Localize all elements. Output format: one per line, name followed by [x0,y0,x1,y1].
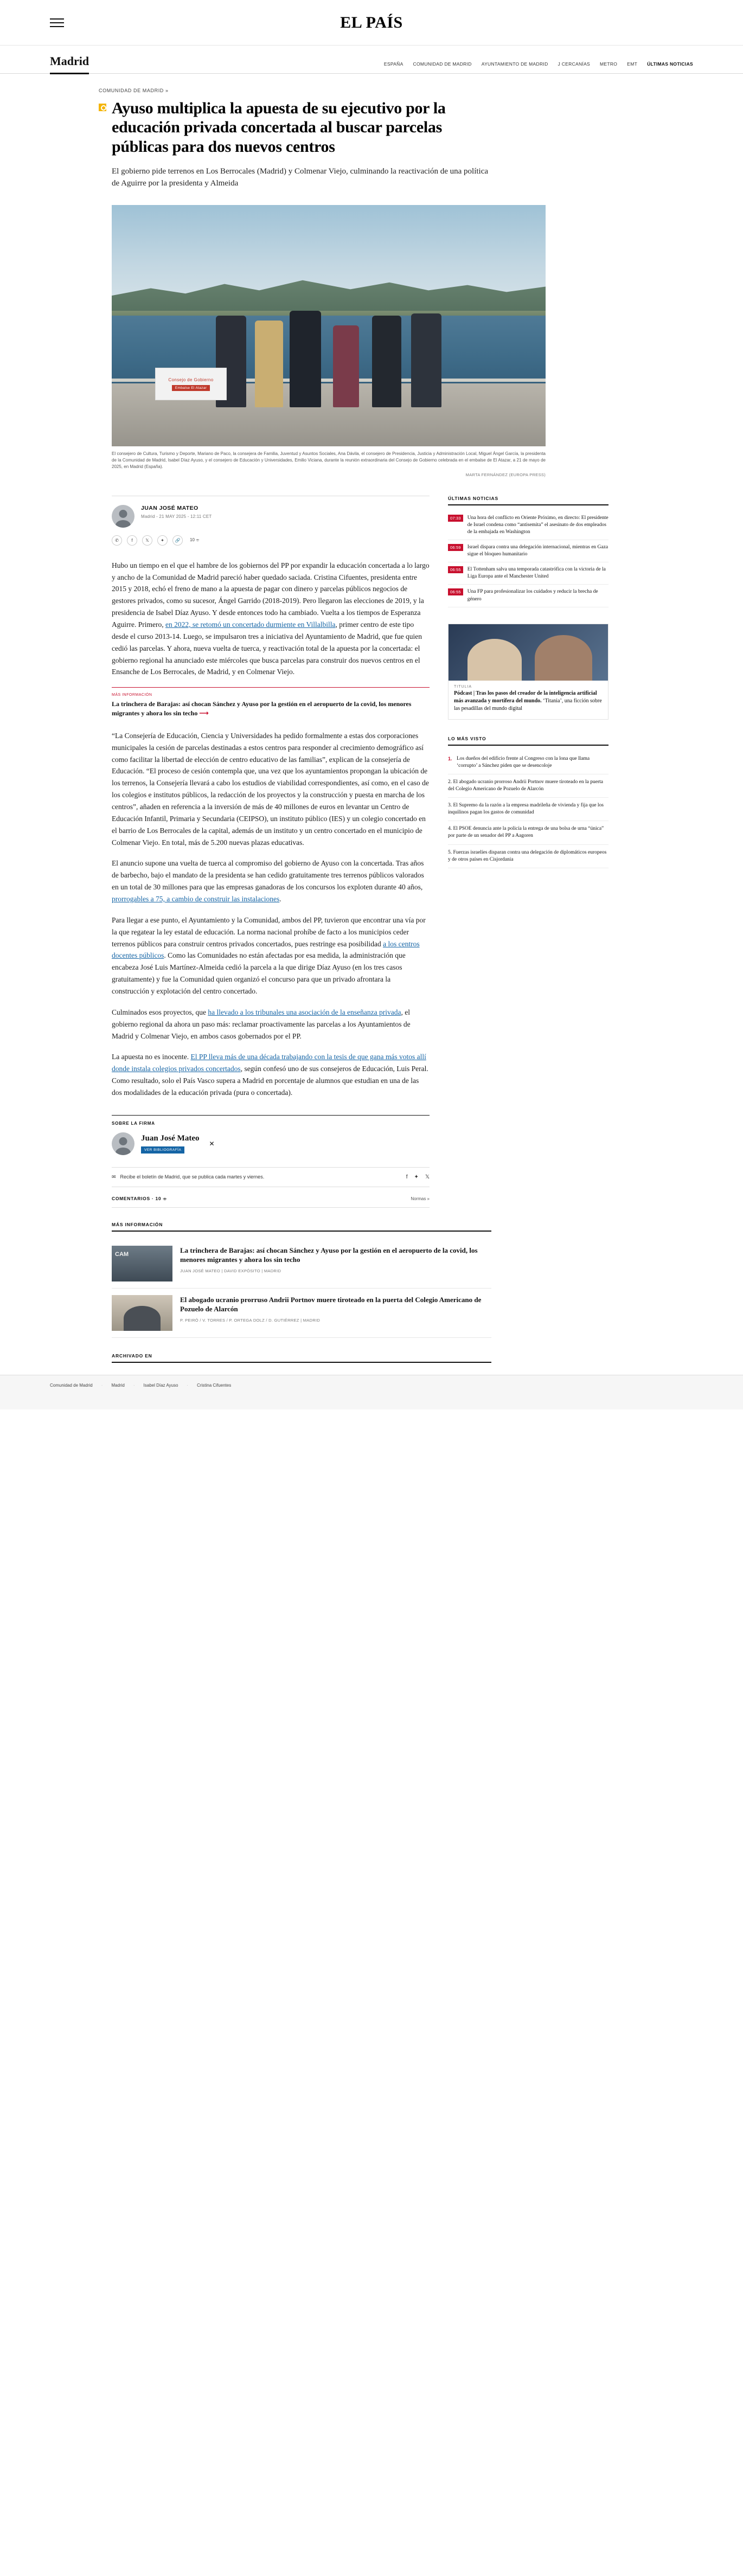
separator: · [187,1382,189,1388]
footer-tags [50,1383,693,1388]
avatar [112,505,134,528]
person-figure [255,321,283,407]
section-nav [0,46,743,74]
most-viewed-text[interactable]: 5. Fuerzas israelíes disparan contra una delegación de diplomáticos europeos y de otros países en Cisjordania [448,849,607,862]
pin-icon [99,104,106,111]
separator: · [101,1382,103,1388]
nav-link-espana[interactable]: ESPAÑA [383,61,403,67]
article-kicker[interactable]: COMUNIDAD DE MADRID » [99,88,169,93]
article-header [0,88,743,477]
signature-name[interactable]: Juan José Mateo [141,1133,200,1143]
nav-link-comunidad-madrid[interactable]: COMUNIDAD DE MADRID [413,61,472,67]
promo-figure [535,635,592,680]
newsletter-text[interactable]: Recibe el boletín de Madrid, que se publica cada martes y viernes. [120,1174,265,1180]
paragraph-4-tail: , según confesó uno de sus consejeros de Educación, Luis Peral. Como resultado, solo el País Vasco supera a Madrid en porcentaje de alumnos que estudian en una de las dos modalidades de la educación privada (pura o concertada). [112,1065,428,1097]
latest-news-text[interactable]: Una FP para profesionalizar los cuidados y reducir la brecha de género [467,589,598,602]
timestamp-badge: 06:55 [448,588,463,595]
paragraph-1-tail: , primer centro de este tipo desde el curso 2013-14. Luego, se impulsaron tres a iniciativa del Ayuntamiento de Madrid, que fue quien cedió las parcelas. Y ahora, nueva vuelta de tuerca, y reactivación total de la apuesta por la concertada: el gobierno regional ha anunciado este miércoles que busca parcelas para construir dos nuevos centros en el Ensanche de Los Berrocales, de Madrid, y en Colmenar Viejo. [112,620,422,676]
promo-title[interactable] [449,690,608,719]
nav-link-ultimas-noticias[interactable]: ÚLTIMAS NOTICIAS [647,61,693,67]
person-figure [372,316,401,407]
inline-promo-text: La trinchera de Barajas: así chocan Sánchez y Ayuso por la gestión en el aeropuerto de la covid, los menores migrantes y ahora los sin techo [112,700,412,717]
image-caption: El consejero de Cultura, Turismo y Deporte, Mariano de Paco, la consejera de Familia, Juventud y Asuntos Sociales, Ana Dávila, el consejero de Presidencia, Justicia y Administración Local, Miguel Ángel García, la presidenta de la Comunidad de Madrid, Isabel Díaz Ayuso, y el consejero de Educación y Universidades, Emilio Viciana, durante la reunión extraordinaria del Consejo de Gobierno celebrada en el embalse de El Atazar, a 21 de mayo de 2025, en Madrid (España). [112,451,546,469]
more-item-meta: JUAN JOSÉ MATEO | DAVID EXPÓSITO | MADRID [180,1268,281,1274]
list-item[interactable] [448,821,609,844]
article-thumbnail [112,1295,172,1331]
footer [0,1375,743,1409]
person-figure [333,325,359,407]
separator: · [133,1382,135,1388]
twitter-icon[interactable]: 𝕏 [425,1174,430,1180]
arrow-right-icon: ⟶ [199,709,209,717]
paragraph-3-tail: , el gobierno regional da ahora un paso más: reclamar proactivamente las parcelas a los Ayuntamientos de Madrid y Colmenar Viejo, en ambos casos gobernados por el PP. [112,1008,411,1040]
comment-count[interactable]: 10 ⌯ [190,537,200,543]
signature-box [112,1115,430,1155]
facebook-icon[interactable]: f [127,535,137,546]
list-item[interactable] [448,774,609,798]
nav-link-metro[interactable]: METRO [600,61,618,67]
podium-line-2: Embalse El Atazar [172,385,210,391]
promo-card[interactable] [448,624,609,720]
most-viewed-text[interactable]: 4. El PSOE denuncia ante la policía la entrega de una bolsa de urna “única” por parte de un senador del PP a Aagoren [448,826,604,839]
paragraph-1 [112,560,430,678]
latest-news-title: ÚLTIMAS NOTICIAS [448,496,609,505]
list-item[interactable] [448,798,609,821]
link-decada-tesis[interactable]: El PP lleva más de una década trabajando con la tesis de que gana más votos allí donde instala colegios privados concertados [112,1053,426,1073]
top-bar [0,0,743,46]
footer-tag-madrid[interactable]: Madrid [111,1382,125,1388]
promo-title-rest: ‘Titania’, una ficción sobre las pesadillas del mundo digital [454,697,602,712]
most-viewed-text[interactable]: 2. El abogado ucranio prorroso Andrii Portnov muere tiroteado en la puerta del Colegio Americano de Pozuelo de Alarcón [448,779,603,792]
article-subhead: El gobierno pide terrenos en Los Berrocales (Madrid) y Colmenar Viejo, culminando la reactivación de una política de Aguirre por la presidenta y Almeida [112,167,489,188]
menu-icon[interactable] [50,18,64,27]
whatsapp-icon[interactable]: ✆ [112,535,122,546]
promo-figure [467,639,522,681]
paragraph-4-text: La apuesta no es inocente. [112,1053,189,1061]
promo-image [449,624,608,681]
comments-rules-link[interactable]: Normas » [411,1196,430,1201]
most-viewed-text[interactable]: Los dueños del edificio frente al Congreso con la lona que llama ‘corrupto’ a Sánchez piden que se desencoloje [457,755,590,768]
list-item[interactable] [112,1289,491,1338]
bluesky-icon[interactable]: ✦ [414,1174,419,1180]
list-item[interactable] [448,540,609,562]
paragraph-3-text: Culminados esos proyectos, que [112,1008,206,1016]
inline-promo[interactable] [112,687,430,718]
mail-icon: ✉ [112,1174,116,1180]
section-links [384,61,693,73]
twitter-icon[interactable]: 𝕏 [142,535,152,546]
archived-section [112,1353,491,1363]
inline-promo-label: MÁS INFORMACIÓN [112,693,152,697]
avatar [112,1132,134,1155]
paragraph-2-tail: . Como las Comunidades no están afectadas por esa medida, la administración que encabeza José Luis Martínez-Almeida cedió la parcela a la que dirige Díaz Ayuso (en los tres casos gratuitamente) y fue la Comunidad quien organizó el concurso para que un privado afrontara la construcción y explotación del centro concertado. [112,951,406,996]
close-icon[interactable]: ✕ [209,1139,215,1148]
newsletter-share-icons [406,1174,430,1180]
link-icon[interactable]: 🔗 [172,535,183,546]
list-item[interactable] [448,845,609,868]
byline-meta: Madrid - 21 MAY 2025 - 12:11 CET [141,514,212,519]
headline-row [99,99,693,156]
government-podium [155,368,227,400]
promo-title-lead: Pódcast | Tras los pasos del creador de la inteligencia artificial más avanzada y mortífera del mundo. [454,690,597,704]
body-grid [0,496,743,1363]
inline-promo-title[interactable] [112,700,430,718]
latest-news-text[interactable]: Israel dispara contra una delegación internacional, mientras en Gaza sigue el bloqueo humanitario [467,544,609,558]
most-viewed-module [448,736,609,868]
share-row [112,535,430,546]
comments-bar [112,1196,430,1208]
timestamp-badge: 06:55 [448,566,463,573]
hero-image [112,205,546,446]
rank-number: 1. [448,755,452,761]
page-title: Ayuso multiplica la apuesta de su ejecutivo por la educación privada concertada al buscar parcelas públicas para dos nuevos centros [112,99,446,156]
newsletter-bar [112,1167,430,1187]
footer-tag-comunidad-madrid[interactable]: Comunidad de Madrid [50,1382,93,1388]
list-item[interactable] [448,562,609,585]
latest-news-module [448,496,609,607]
latest-news-text[interactable]: El Tottenham salva una temporada catastrófica con la victoria de la Liga Europa ante el Manchester United [467,567,606,580]
section-title[interactable]: Madrid [50,54,89,74]
newsletter-text-wrap [112,1174,264,1180]
timestamp-badge: 06:59 [448,544,463,551]
more-item-title[interactable]: La trinchera de Barajas: así chocan Sánchez y Ayuso por la gestión en el aeropuerto de la covid, los menores migrantes y ahora los sin techo [180,1246,478,1264]
list-item[interactable] [448,751,609,774]
nav-link-emt[interactable]: EMT [627,61,638,67]
article-body [112,546,430,1099]
sidebar [448,496,609,885]
paragraph-quote-2-text: El anuncio supone una vuelta de tuerca al compromiso del gobierno de Ayuso con la concertada. Tras años de barbecho, bajo el mandato de la presidenta se han cedido gratuitamente tres terrenos públicos valorados en un total de 30 millones para que las empresas ganadoras de los concursos los exploten durante 40 años, [112,859,424,892]
link-concertado-villalbilla[interactable]: en 2022, se retomó un concertado durmiente en Villalbilla [165,620,336,629]
signature-badge[interactable]: VER BIBLIOGRAFÍA [141,1146,184,1154]
more-info-section [112,1222,491,1338]
promo-label: TITULIA [454,684,472,689]
more-item-title[interactable]: El abogado ucranio prorruso Andrii Portnov muere tiroteado en la puerta del Colegio Americano de Pozuelo de Alarcón [180,1295,482,1313]
nav-link-cercanias[interactable]: J CERCANÍAS [558,61,591,67]
bluesky-icon[interactable]: ✦ [157,535,168,546]
footer-tag-cristina-cifuentes[interactable]: Cristina Cifuentes [197,1382,232,1388]
paragraph-2-text: Para llegar a ese punto, el Ayuntamiento y la Comunidad, ambos del PP, tuvieron que encontrar una vía por la que regatear la ley estatal de educación. La norma nacional prohíbe de facto a los municipios ceder terrenos públicos para construir centros privados concertados, pues restringe esa posibilidad [112,915,426,948]
signature-label: SOBRE LA FIRMA [112,1120,155,1126]
paragraph-quote-1: “La Consejería de Educación, Ciencia y Universidades ha pedido formalmente a estas dos corporaciones municipales la cesión de parcelas destinadas a estos centros para responder al crecimiento demográfico así como facilitar la libertad de elección de centro educativo de las familias”, explican de la consejería de Educación. “El proceso de cesión contempla que, una vez que los ayuntamientos propongan la ubicación de los terrenos, la Consejería llevará a cabo los estudios de viabilidad correspondientes, así como, en el caso de los colegios e institutos públicos, la redacción de los proyectos y la construcción y puesta en marcha de los centros”, añaden en referencia a la inversión de más de 40 millones de euros en levantar un Centro de Educación Infantil, Primaria y Secundaria (CEIPSO), un instituto público (IES) y un colegio concertado en el barrio de Los Berrocales de la capital, además de un instituto y un centro concertado en el municipio de Colmenar Viejo. En total, más de 5.200 nuevas plazas educativas. [112,731,429,847]
article-thumbnail [112,1246,172,1281]
signature-row [112,1132,430,1155]
more-info-title: MÁS INFORMACIÓN [112,1222,491,1232]
paragraph-quote-2: El anuncio supone una vuelta de tuerca al compromiso del gobierno de Ayuso con la concertada. Tras años de barbecho, bajo el mandato de la presidenta se han cedido gratuitamente tres terrenos públicos valorados en un total de 30 millones para que las empresas ganadoras de los concursos los exploten durante 40 años, prorrogables a 75, a cambio de construir las instalaciones. [112,859,424,903]
comments-label[interactable]: COMENTARIOS · 10 ⌯ [112,1195,167,1201]
list-item[interactable] [448,511,609,540]
facebook-icon[interactable]: f [406,1174,408,1180]
footer-tag-isabel-diaz-ayuso[interactable]: Isabel Díaz Ayuso [143,1382,178,1388]
most-viewed-title: LO MÁS VISTO [448,736,609,746]
paragraph-2 [112,914,430,997]
link-tribunales[interactable]: ha llevado a los tribunales una asociación de la enseñanza privada [208,1008,401,1016]
quote-block [112,730,430,905]
paragraph-4 [112,1051,430,1098]
hero-figure [112,205,546,477]
podium-line-1: Consejo de Gobierno [168,377,214,382]
paragraph-1-text: Hubo un tiempo en el que el hambre de los gobiernos del PP por expandir la educación concertada a lo largo y ancho de la Comunidad de Madrid pareció haber quedado saciada. Cristina Cifuentes, presidenta entre 2015 y 2018, echó el freno de mano a la apuesta de pagar con dinero y parcelas públicos negocios de gestores privados, como su sucesor, Ángel Garrido (2018-2019). Pero llegaron las elecciones de 2019, y la presidencia de Isabel Díaz Ayuso. Y desde entonces todo ha cambiado. Vuelta a los tiempos de Esperanza Aguirre. Primero, [112,561,430,629]
most-viewed-text[interactable]: 3. El Supremo da la razón a la empresa madrileña de vivienda y fija que los inquilinos pagan los gastos de comunidad [448,803,604,816]
paragraph-3 [112,1007,430,1042]
byline [112,496,430,528]
timestamp-badge: 07:33 [448,515,463,522]
image-credit: MARTA FERNÁNDEZ (EUROPA PRESS) [465,472,546,477]
list-item[interactable] [448,585,609,607]
latest-news-text[interactable]: Una hora del conflicto en Oriente Próximo, en directo: El presidente de Israel condena como “antisemita” el asesinato de dos empleados de la embajada en Washington [467,515,609,535]
nav-link-ayuntamiento-madrid[interactable]: AYUNTAMIENTO DE MADRID [481,61,548,67]
list-item[interactable] [112,1239,491,1289]
person-figure [411,313,441,408]
link-centros-docentes-publicos[interactable]: a los centros docentes públicos [112,939,420,960]
person-figure [290,311,321,407]
site-masthead[interactable]: EL PAÍS [340,13,403,31]
archived-title: ARCHIVADO EN [112,1353,491,1363]
author-name[interactable]: JUAN JOSÉ MATEO [141,504,198,511]
podcast-promo-module[interactable] [448,624,609,720]
more-item-meta: P. PEIRÓ / V. TORRES / P. ORTEGA DOLZ / D. GUTIÉRREZ | MADRID [180,1318,321,1323]
link-prorrogables[interactable]: prorrogables a 75, a cambio de construir las instalaciones [112,895,280,903]
